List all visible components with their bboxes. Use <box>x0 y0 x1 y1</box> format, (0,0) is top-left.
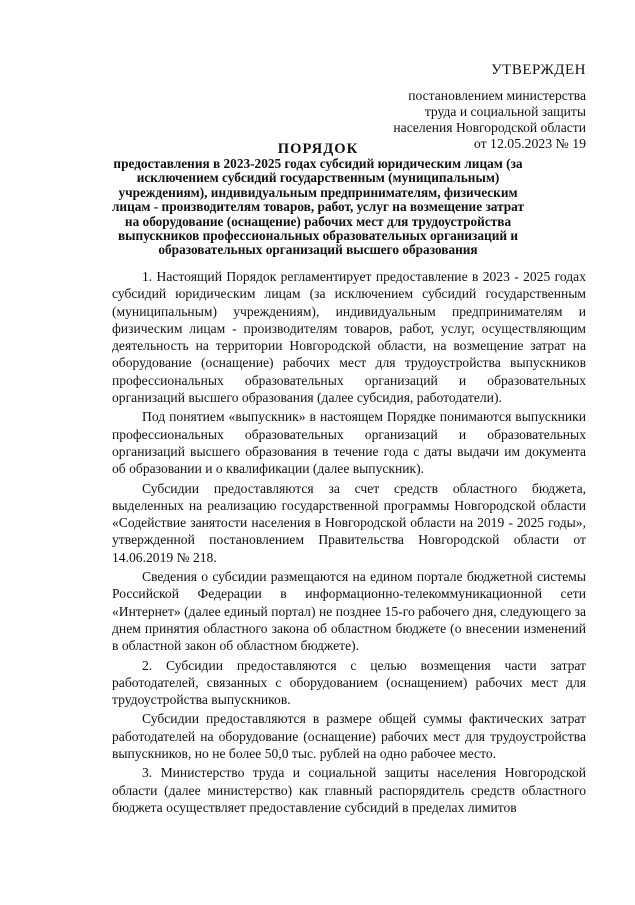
paragraph: 3. Министерство труда и социальной защиты населения Новгородской области (далее министерство) как главный распорядитель средств областного бюджета осуществляет предоставление субсидий в пределах лимитов <box>112 765 586 815</box>
approval-line-2: труда и социальной защиты <box>424 104 586 119</box>
title-heading: ПОРЯДОК <box>277 141 359 157</box>
approval-block <box>300 62 586 152</box>
title-subtitle: предоставления в 2023-2025 годах субсидий юридическим лицам (за исключением субсидий государственным (муниципальным) учреждениям), индивидуальным предпринимателям, физическим лицам - производителям товаров, работ, услуг на возмещение затрат на оборудование (оснащение) рабочих мест для трудоустройства выпускников профессиональных образовательных организаций и образовательных организаций высшего образования <box>111 156 525 258</box>
paragraph: 1. Настоящий Порядок регламентирует предоставление в 2023 - 2025 годах субсидий юридическим лицам (за исключением субсидий государственным (муниципальным) учреждениям), индивидуальным предпринимателям и физическим лицам - производителям товаров, работ, услуг, осуществляющим деятельность на территории Новгородской области, на возмещение затрат на оборудование (оснащение) рабочих мест для трудоустройства выпускников профессиональных образовательных организаций и образовательных организаций высшего образования (далее субсидия, работодатели). <box>112 269 586 406</box>
approved-label: УТВЕРЖДЕН <box>491 62 586 78</box>
paragraph: 2. Субсидии предоставляются с целью возмещения части затрат работодателей, связанных с оборудованием (оснащением) рабочих мест для трудоустройства выпускников. <box>112 657 586 708</box>
paragraph: Субсидии предоставляются за счет средств областного бюджета, выделенных на реализацию государственной программы Новгородской области «Содействие занятости населения в Новгородской области на 2019 - 2025 годы», утвержденной постановлением Правительства Новгородской области от 14.06.2019 № 218. <box>112 480 586 565</box>
document-title <box>104 141 532 258</box>
approval-line-1: постановлением министерства <box>408 88 586 103</box>
document-body <box>112 268 586 818</box>
approval-line-3: населения Новгородской области <box>393 120 586 135</box>
paragraph: Субсидии предоставляются в размере общей суммы фактических затрат работодателей на оборудование (оснащение) рабочих мест для трудоустройства выпускников, но не более 50,0 тыс. рублей на одно рабочее место. <box>112 711 586 762</box>
paragraph: Сведения о субсидии размещаются на едином портале бюджетной системы Российской Федерации в информационно-телекоммуникационной сети «Интернет» (далее единый портал) не позднее 15-го рабочего дня, следующего за днем принятия областного закона об областном бюджете (о внесении изменений в областной закон об областном бюджете). <box>112 569 586 654</box>
paragraph: Под понятием «выпускник» в настоящем Порядке понимаются выпускники профессиональных образовательных организаций и образовательных организаций высшего образования в течение года с даты выдачи им документа об образовании и о квалификации (далее выпускник). <box>112 409 586 477</box>
approval-date: от 12.05.2023 № 19 <box>473 136 586 151</box>
